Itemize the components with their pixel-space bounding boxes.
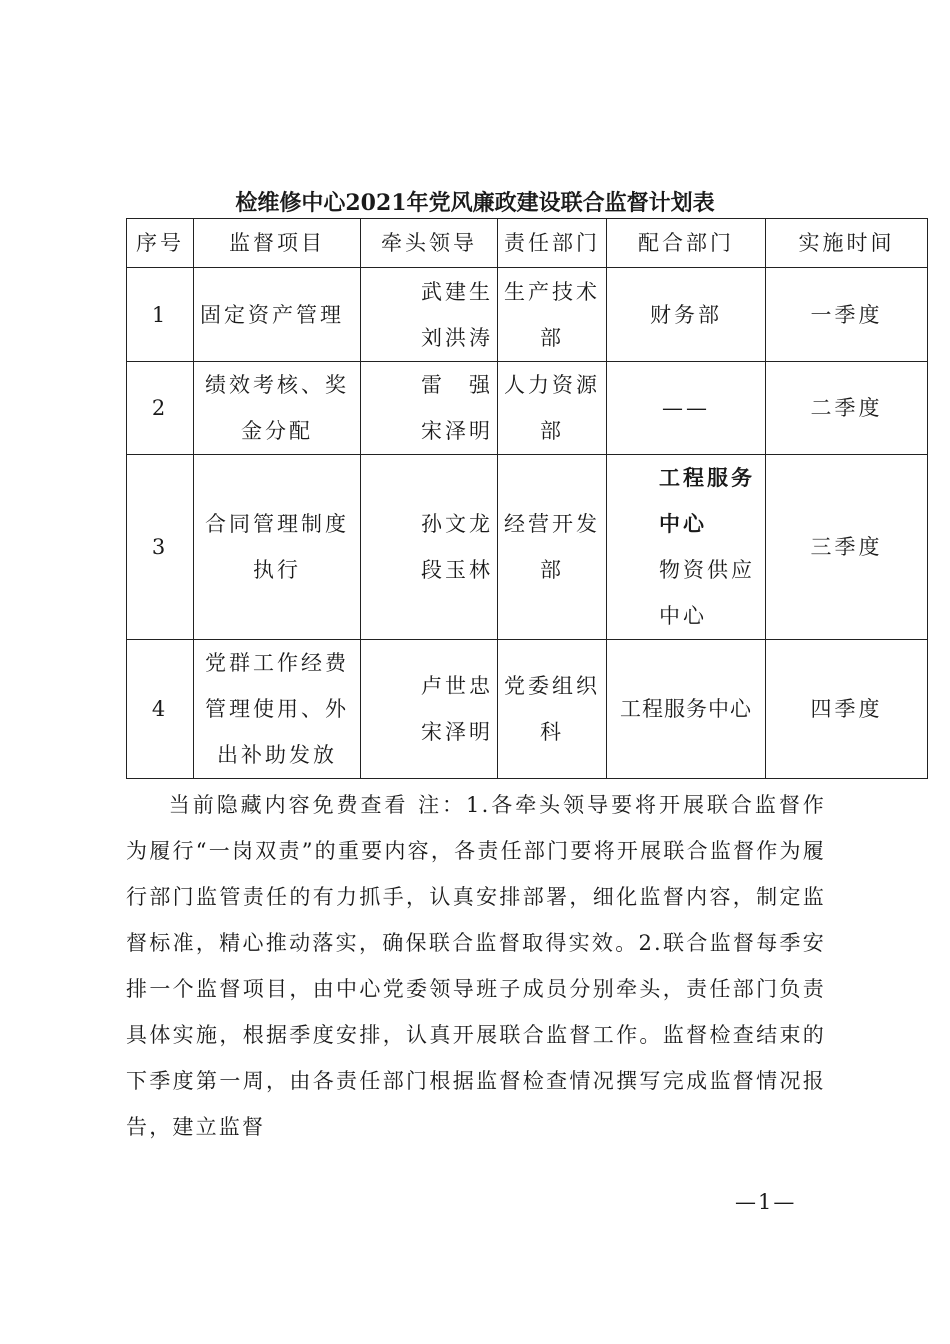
supervision-item <box>194 362 361 455</box>
responsible-dept <box>498 640 607 779</box>
cell-line: 执行 <box>253 558 301 582</box>
header-cell: 牵头领导 <box>361 219 498 268</box>
lead-leaders <box>361 455 498 640</box>
cell-line: 管理使用、外 <box>205 697 349 721</box>
implementation-time: 三季度 <box>766 455 928 640</box>
table-header-row <box>127 219 928 268</box>
table-row <box>127 640 928 779</box>
cell-line: 孙文龙 <box>421 512 493 536</box>
cell-line-bold: 工程服务 <box>659 465 755 490</box>
cell-line-bold: 中心 <box>659 511 707 536</box>
hidden-content-notice[interactable]: 当前隐藏内容免费查看 <box>168 793 409 817</box>
header-cell: 配合部门 <box>607 219 766 268</box>
row-number: 2 <box>127 362 194 455</box>
cell-line: 合同管理制度 <box>205 512 349 536</box>
cell-line: 部 <box>540 419 564 443</box>
page-title: 检维修中心2021年党风廉政建设联合监督计划表 <box>235 190 715 216</box>
responsible-dept <box>498 455 607 640</box>
cell-line: 工程服务中心 <box>620 697 752 721</box>
supervision-item <box>194 640 361 779</box>
row-number: 1 <box>127 268 194 362</box>
cell-line: 武建生 <box>421 279 493 304</box>
lead-leaders <box>361 268 498 362</box>
cell-line: 宋泽明 <box>421 720 493 744</box>
lead-leaders <box>361 362 498 455</box>
cell-line: 卢世忠 <box>421 674 493 698</box>
header-cell: 监督项目 <box>194 219 361 268</box>
cooperating-dept <box>607 268 766 362</box>
responsible-dept <box>498 362 607 455</box>
page-number: —1— <box>735 1190 797 1214</box>
cell-line: 固定资产管理 <box>200 302 344 327</box>
implementation-time: 四季度 <box>766 640 928 779</box>
cell-line: 刘洪涛 <box>421 325 493 350</box>
cell-line: 生产技术 <box>504 279 600 304</box>
header-cell: 实施时间 <box>766 219 928 268</box>
cooperating-dept <box>607 640 766 779</box>
cell-line: 雷 强 <box>421 373 493 397</box>
cell-line: 部 <box>540 325 564 350</box>
cooperating-dept <box>607 455 766 640</box>
table-row <box>127 455 928 640</box>
cell-line: 物资供应 <box>659 558 755 582</box>
supervision-plan-table <box>126 218 928 779</box>
cell-line: 出补助发放 <box>217 743 337 767</box>
table-row <box>127 268 928 362</box>
cell-line: 经营开发 <box>504 512 600 536</box>
cell-line: —— <box>662 396 710 420</box>
cell-line: 科 <box>540 720 564 744</box>
cell-line: 金分配 <box>241 419 313 443</box>
cell-line: 绩效考核、奖 <box>205 373 349 397</box>
cell-line: 部 <box>540 558 564 582</box>
cell-line: 人力资源 <box>504 373 600 397</box>
row-number: 3 <box>127 455 194 640</box>
header-cell: 责任部门 <box>498 219 607 268</box>
table-row <box>127 362 928 455</box>
note-paragraph <box>126 782 826 1150</box>
cooperating-dept <box>607 362 766 455</box>
supervision-item <box>194 268 361 362</box>
cell-line: 宋泽明 <box>421 419 493 443</box>
header-cell: 序号 <box>127 219 194 268</box>
cell-line: 中心 <box>659 604 707 628</box>
cell-line: 党群工作经费 <box>205 651 349 675</box>
note-text: 注：1.各牵头领导要将开展联合监督作为履行“一岗双责”的重要内容，各责任部门要将开展联合监督作为履行部门监管责任的有力抓手，认真安排部署，细化监督内容，制定监督标准，精心推动落实，确保联合监督取得实效。2.联合监督每季安排一个监督项目，由中心党委领导班子成员分别牵头，责任部门负责具体实施，根据季度安排，认真开展联合监督工作。监督检查结束的下季度第一周，由各责任部门根据监督检查情况撰写完成监督情况报告，建立监督 <box>126 793 826 1139</box>
cell-line: 党委组织 <box>504 674 600 698</box>
implementation-time: 二季度 <box>766 362 928 455</box>
cell-line: 财务部 <box>650 302 722 327</box>
row-number: 4 <box>127 640 194 779</box>
responsible-dept <box>498 268 607 362</box>
lead-leaders <box>361 640 498 779</box>
implementation-time: 一季度 <box>766 268 928 362</box>
cell-line: 段玉林 <box>421 558 493 582</box>
supervision-item <box>194 455 361 640</box>
